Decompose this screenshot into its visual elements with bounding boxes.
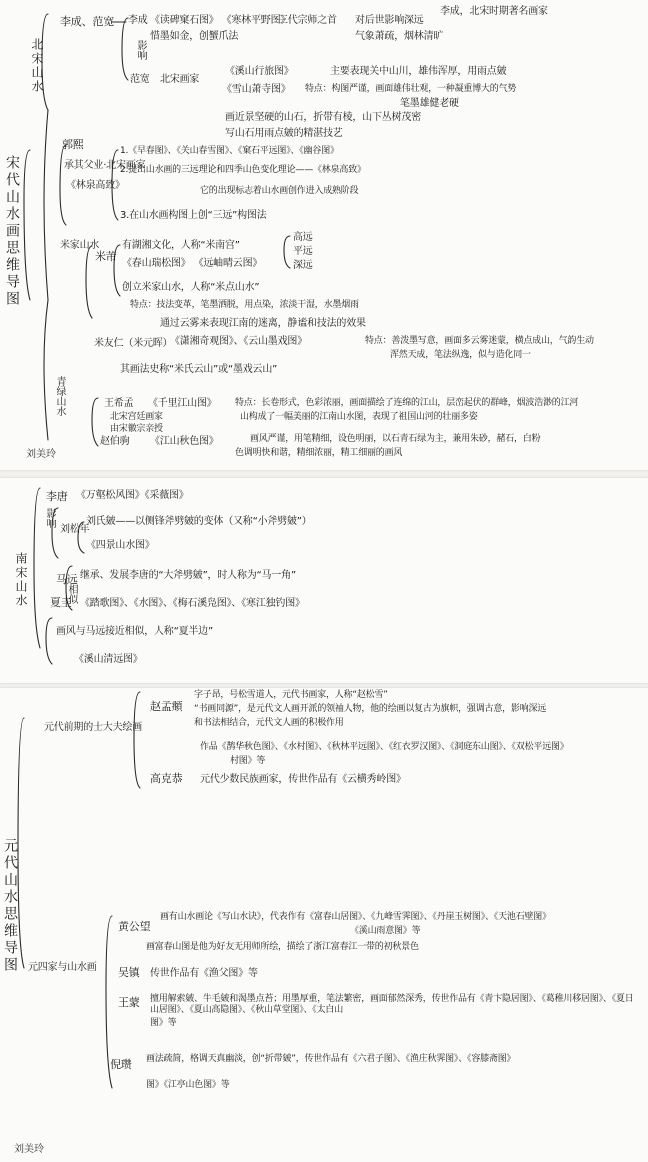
text-li-cheng-style: 三代宗师之首 [278, 15, 337, 26]
text-fan-kuan-fa: 主要表现关中山川，雄伟浑厚，用雨点皴 [330, 66, 507, 77]
text-fan-kuan-works2: 《雪山萧寺图》 [222, 84, 291, 95]
text-gx-2: 2.提出山水画的三远理论和四季山色变化理论——《林泉高致》 [120, 165, 366, 175]
branch-south-song: 南宋山水 [14, 552, 28, 608]
text-li-cheng-note: 李成，北宋时期著名画家 [440, 6, 548, 17]
text-gx-1: 1.《早春图》、《关山春雪图》、《窠石平远图》、《幽谷图》 [120, 146, 339, 156]
page-song-north [0, 0, 648, 470]
text-wz-works: 传世作品有《渔父图》等 [150, 968, 258, 979]
node-mi-branch: 米家山水 [60, 240, 100, 251]
text-mi-fu-desc: 有湖湘文化，人称“米南宫” [122, 240, 240, 251]
text-mi-works: 《春山瑞松图》 《远岫晴云图》 [122, 258, 263, 269]
node-huang-gongwang: 黄公望 [118, 920, 151, 933]
text-zhao-boju-work: 《江山秋色图》 [150, 436, 219, 447]
text-hgw-note: 画富春山图是他为好友无用师所绘，描绘了浙江富春江一带的初秋景色 [146, 942, 419, 952]
text-zhao-boju-char2: 色调明快和谐，精细浓丽，精工细丽的画风 [235, 448, 403, 458]
text-liu-works: 《四景山水图》 [86, 540, 155, 551]
text-zmf-contrib: “书画同源”，是元代文人画开派的领袖人物，他的绘画以复古为旗帜，强调古意，影响深远 [194, 704, 547, 714]
signature-p1: 刘美玲 [26, 449, 56, 460]
text-guo-xi-book: 《林泉高致》 [66, 180, 125, 191]
text-zmf-intro: 字子昂，号松雪道人，元代书画家，人称“赵松雪” [194, 690, 388, 700]
text-wm-works2: 图》等 [150, 1018, 177, 1028]
node-wang-ximeng: 王希孟 [104, 398, 134, 409]
text-hgw-works: 画有山水画论《写山水诀》，代表作有《富春山居图》、《九峰雪霁图》、《丹崖玉树图》、《天池石壁图》 [160, 912, 551, 922]
label-influence: 影响 [135, 40, 146, 60]
node-ni-zan: 倪瓒 [110, 1058, 132, 1071]
text-hgw-works2: 《溪山雨意图》等 [350, 926, 421, 936]
text-liu-note: 刘氏皴——以侧锋斧劈皴的变体（又称“小斧劈皴”） [86, 516, 312, 527]
text-mi-youren-style: 其画法史称“米氏云山”或“墨戏云山” [120, 364, 278, 375]
text-xia-gui-note: 画风与马远接近相似，人称“夏半边” [56, 626, 213, 637]
node-zhao-boju: 赵伯驹 [100, 436, 130, 447]
node-xia-gui: 夏圭 [50, 596, 72, 609]
branch-four-masters: 元四家与山水画 [28, 962, 97, 973]
text-gkg-note: 元代少数民族画家，传世作品有《云横秀岭图》 [200, 774, 406, 785]
node-mi-fu: 米芾 [95, 250, 117, 263]
text-fan-kuan-rain: 写山石用雨点皴的精湛技艺 [225, 128, 343, 139]
text-ma-yuan-works: 《踏歌图》、《水图》、《梅石溪凫图》、《寒江独钓图》 [80, 598, 305, 609]
text-li-cheng-ink: 惜墨如金，创蟹爪法 [150, 31, 239, 42]
text-wang-ximeng-work: 《千里江山图》 [148, 398, 217, 409]
node-qinglv: 青绿山水 [54, 376, 65, 416]
branch-north-song: 北宋山水 [30, 38, 44, 94]
node-gao-kegong: 高克恭 [150, 772, 183, 785]
page-title-yuan: 元代山水思维导图 [2, 838, 18, 974]
node-liu-songnian: 刘松年 [60, 524, 90, 535]
node-guo-xi: 郭熙 [62, 138, 84, 151]
page-yuan [0, 688, 648, 1162]
node-li-cheng-fan-kuan: 李成、范宽 [60, 15, 114, 28]
text-li-cheng-qishi: 气象萧疏，烟林清旷 [355, 31, 444, 42]
page-song-south [0, 478, 648, 683]
label-influence-p2: 影响 [44, 508, 55, 528]
node-li-tang: 李唐 [46, 490, 68, 503]
text-fan-kuan-brush: 笔墨雄健老硬 [400, 98, 459, 109]
text-mi-effect: 通过云雾来表现江南的迷离，静谧和技法的效果 [160, 318, 366, 329]
text-wm-works: 擅用解索皴、牛毛皴和渴墨点苔；用墨厚重，笔法繁密，画面郁然深秀，传世作品有《青卞隐居图》、《葛稚川移居图》、《夏日山居图》、《夏山高隐图》、《秋山草堂图》、《太白山 [150, 994, 634, 1015]
text-mi-char: 特点：技法变革，笔墨洒脱，用点染，浓淡干湿，水墨烟雨 [130, 300, 359, 310]
text-wang-ximeng-char: 特点：长卷形式，色彩浓丽，画面描绘了连绵的江山，层峦起伏的群峰，烟波浩渺的江河 [235, 398, 579, 408]
text-xia-gui-works: 《溪山清远图》 [74, 654, 143, 665]
text-zmf-contrib2: 和书法相结合，元代文人画的积极作用 [194, 718, 344, 728]
node-wu-zhen: 吴镇 [118, 966, 140, 979]
text-guo-xi-line: 承其父业·北宋画家 [64, 160, 146, 171]
text-wang-ximeng-char2: 山构成了一幅美丽的江南山水图，表现了祖国山河的壮丽多姿 [240, 412, 478, 422]
text-wang-ximeng-teacher: 由宋徽宗亲授 [110, 424, 163, 434]
text-mi-style: 创立米家山水，人称“米点山水” [122, 282, 260, 293]
text-li-cheng-works: 《读碑窠石图》 《寒林平野图》 [150, 15, 291, 26]
branch-early-yuan: 元代前期的士大夫绘画 [44, 722, 142, 733]
text-zhao-boju-char: 画风严谨，用笔精细，设色明丽，以石青石绿为主，兼用朱砂，赭石，白粉 [250, 434, 541, 444]
page-title-song: 宋代山水画思维导图 [4, 155, 20, 308]
text-mi-youren-works: 《潇湘奇观图》、《云山墨戏图》 [170, 336, 307, 347]
text-fan-kuan-near: 画近景坚硬的山石，折带有棱，山下丛树茂密 [225, 112, 421, 123]
text-zmf-works: 作品《鹊华秋色图》、《水村图》、《秋林平远图》、《红衣罗汉图》、《洞庭东山图》、《双松平远图》 [200, 742, 569, 752]
node-ma-yuan: 马远 [56, 573, 78, 586]
text-zmf-works2: 村图》等 [230, 756, 266, 766]
node-li-cheng: 李成 [128, 15, 148, 26]
text-ma-yuan-note: 继承、发展李唐的“大斧劈皴”，时人称为“马一角” [80, 570, 296, 581]
text-li-cheng-eval: 对后世影响深远 [355, 15, 424, 26]
sanyuan-ping: 平远 [293, 246, 313, 257]
text-nz-works: 画法疏简，格调天真幽淡，创“折带皴”，传世作品有《六君子图》、《渔庄秋霁图》、《容膝斋图》 [146, 1054, 516, 1064]
text-fan-kuan-desc: 北宋画家 [160, 74, 200, 85]
node-mi-youren: 米友仁（米元晖） [94, 338, 173, 349]
text-li-tang-works: 《万壑松风图》《采薇图》 [76, 490, 189, 501]
text-gx-3: 3.在山水画构图上创“三远”构图法 [120, 210, 267, 221]
node-wang-meng: 王蒙 [118, 996, 140, 1009]
text-fan-kuan-works: 《溪山行旅图》 [225, 66, 294, 77]
text-nz-works2: 图》《江亭山色图》等 [146, 1080, 230, 1090]
sanyuan-gao: 高远 [293, 232, 313, 243]
mindmap-branches-p3 [0, 688, 648, 1162]
text-mi-youren-poem2: 浑然天成，笔法纵逸，似与造化同一 [390, 350, 531, 360]
signature-p3: 刘美玲 [14, 1144, 44, 1155]
sanyuan-shen: 深远 [293, 260, 313, 271]
node-fan-kuan: 范宽 [130, 74, 150, 85]
text-mi-youren-poem: 特点：善泼墨写意，画面多云雾迷蒙，横点成山，气韵生动 [365, 336, 594, 346]
text-wang-ximeng-note: 北宋宫廷画家 [110, 412, 163, 422]
label-relation: 相似 [66, 584, 77, 604]
text-fan-kuan-char: 特点：构图严谨，画面雄伟壮观，一种凝重博大的气势 [305, 84, 517, 94]
text-gx-2b: 它的出现标志着山水画创作进入成熟阶段 [200, 186, 359, 196]
node-zhao-mengfu: 赵孟頫 [150, 700, 183, 713]
